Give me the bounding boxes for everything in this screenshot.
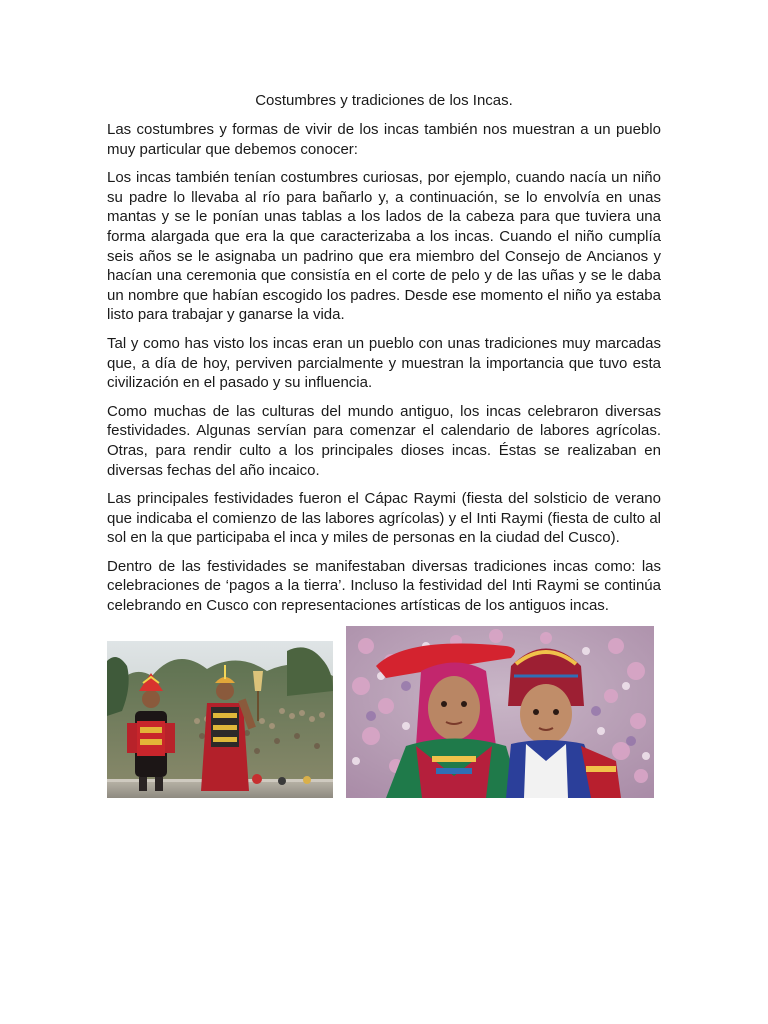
paragraph-main-festivals: Las principales festividades fueron el Cápac Raymi (fiesta del solsticio de verano que indicaba el comienzo de las labores agrícolas) y el Inti Raymi (fiesta de culto al sol en la que participaba el inca y miles de personas en la ciudad del Cusco). (107, 490, 661, 547)
body-text (107, 120, 661, 625)
paragraph-festivities: Como muchas de las culturas del mundo antiguo, los incas celebraron diversas festividades. Algunas servían para comenzar el calendario de labores agrícolas. Otras, para rendir culto a los principales dioses incas. Éstas se realizaban en diversas fechas del año incaico. (107, 402, 661, 479)
paragraph-customs: Los incas también tenían costumbres curiosas, por ejemplo, cuando nacía un niño su padre lo llevaba al río para bañarlo y, a continuación, se lo envolvía en unas mantas y se le ponían unas tablas a los lados de la cabeza para que tuviera una forma alargada que era la que caracterizaba a los incas. Cuando el niño cumplía seis años se le asignaba un padrino que era miembro del Consejo de Ancianos y hacían una ceremonia que consistía en el corte de pelo y de las uñas y se le daba un nombre que habían escogido los padres. Desde ese momento el niño ya estaba listo para trabajar y ganarse la vida. (107, 169, 661, 324)
children-photo (346, 626, 654, 798)
paragraph-payments-to-earth: Dentro de las festividades se manifestaban diversas tradiciones incas como: las celebraciones de ‘pagos a la tierra’. Incluso la festividad del Inti Raymi se continúa celebrando en Cusco con representaciones artísticas de los antiguos incas. (107, 557, 661, 615)
paragraph-traditions: Tal y como has visto los incas eran un pueblo con unas tradiciones muy marcadas que, a día de hoy, perviven parcialmente y muestran la importancia que tuvo esta civilización en el pasado y su influencia. (107, 334, 661, 392)
ceremony-photo (107, 641, 333, 798)
paragraph-intro: Las costumbres y formas de vivir de los incas también nos muestran a un pueblo muy particular que debemos conocer: (107, 121, 661, 158)
page-title: Costumbres y tradiciones de los Incas. (255, 92, 513, 109)
